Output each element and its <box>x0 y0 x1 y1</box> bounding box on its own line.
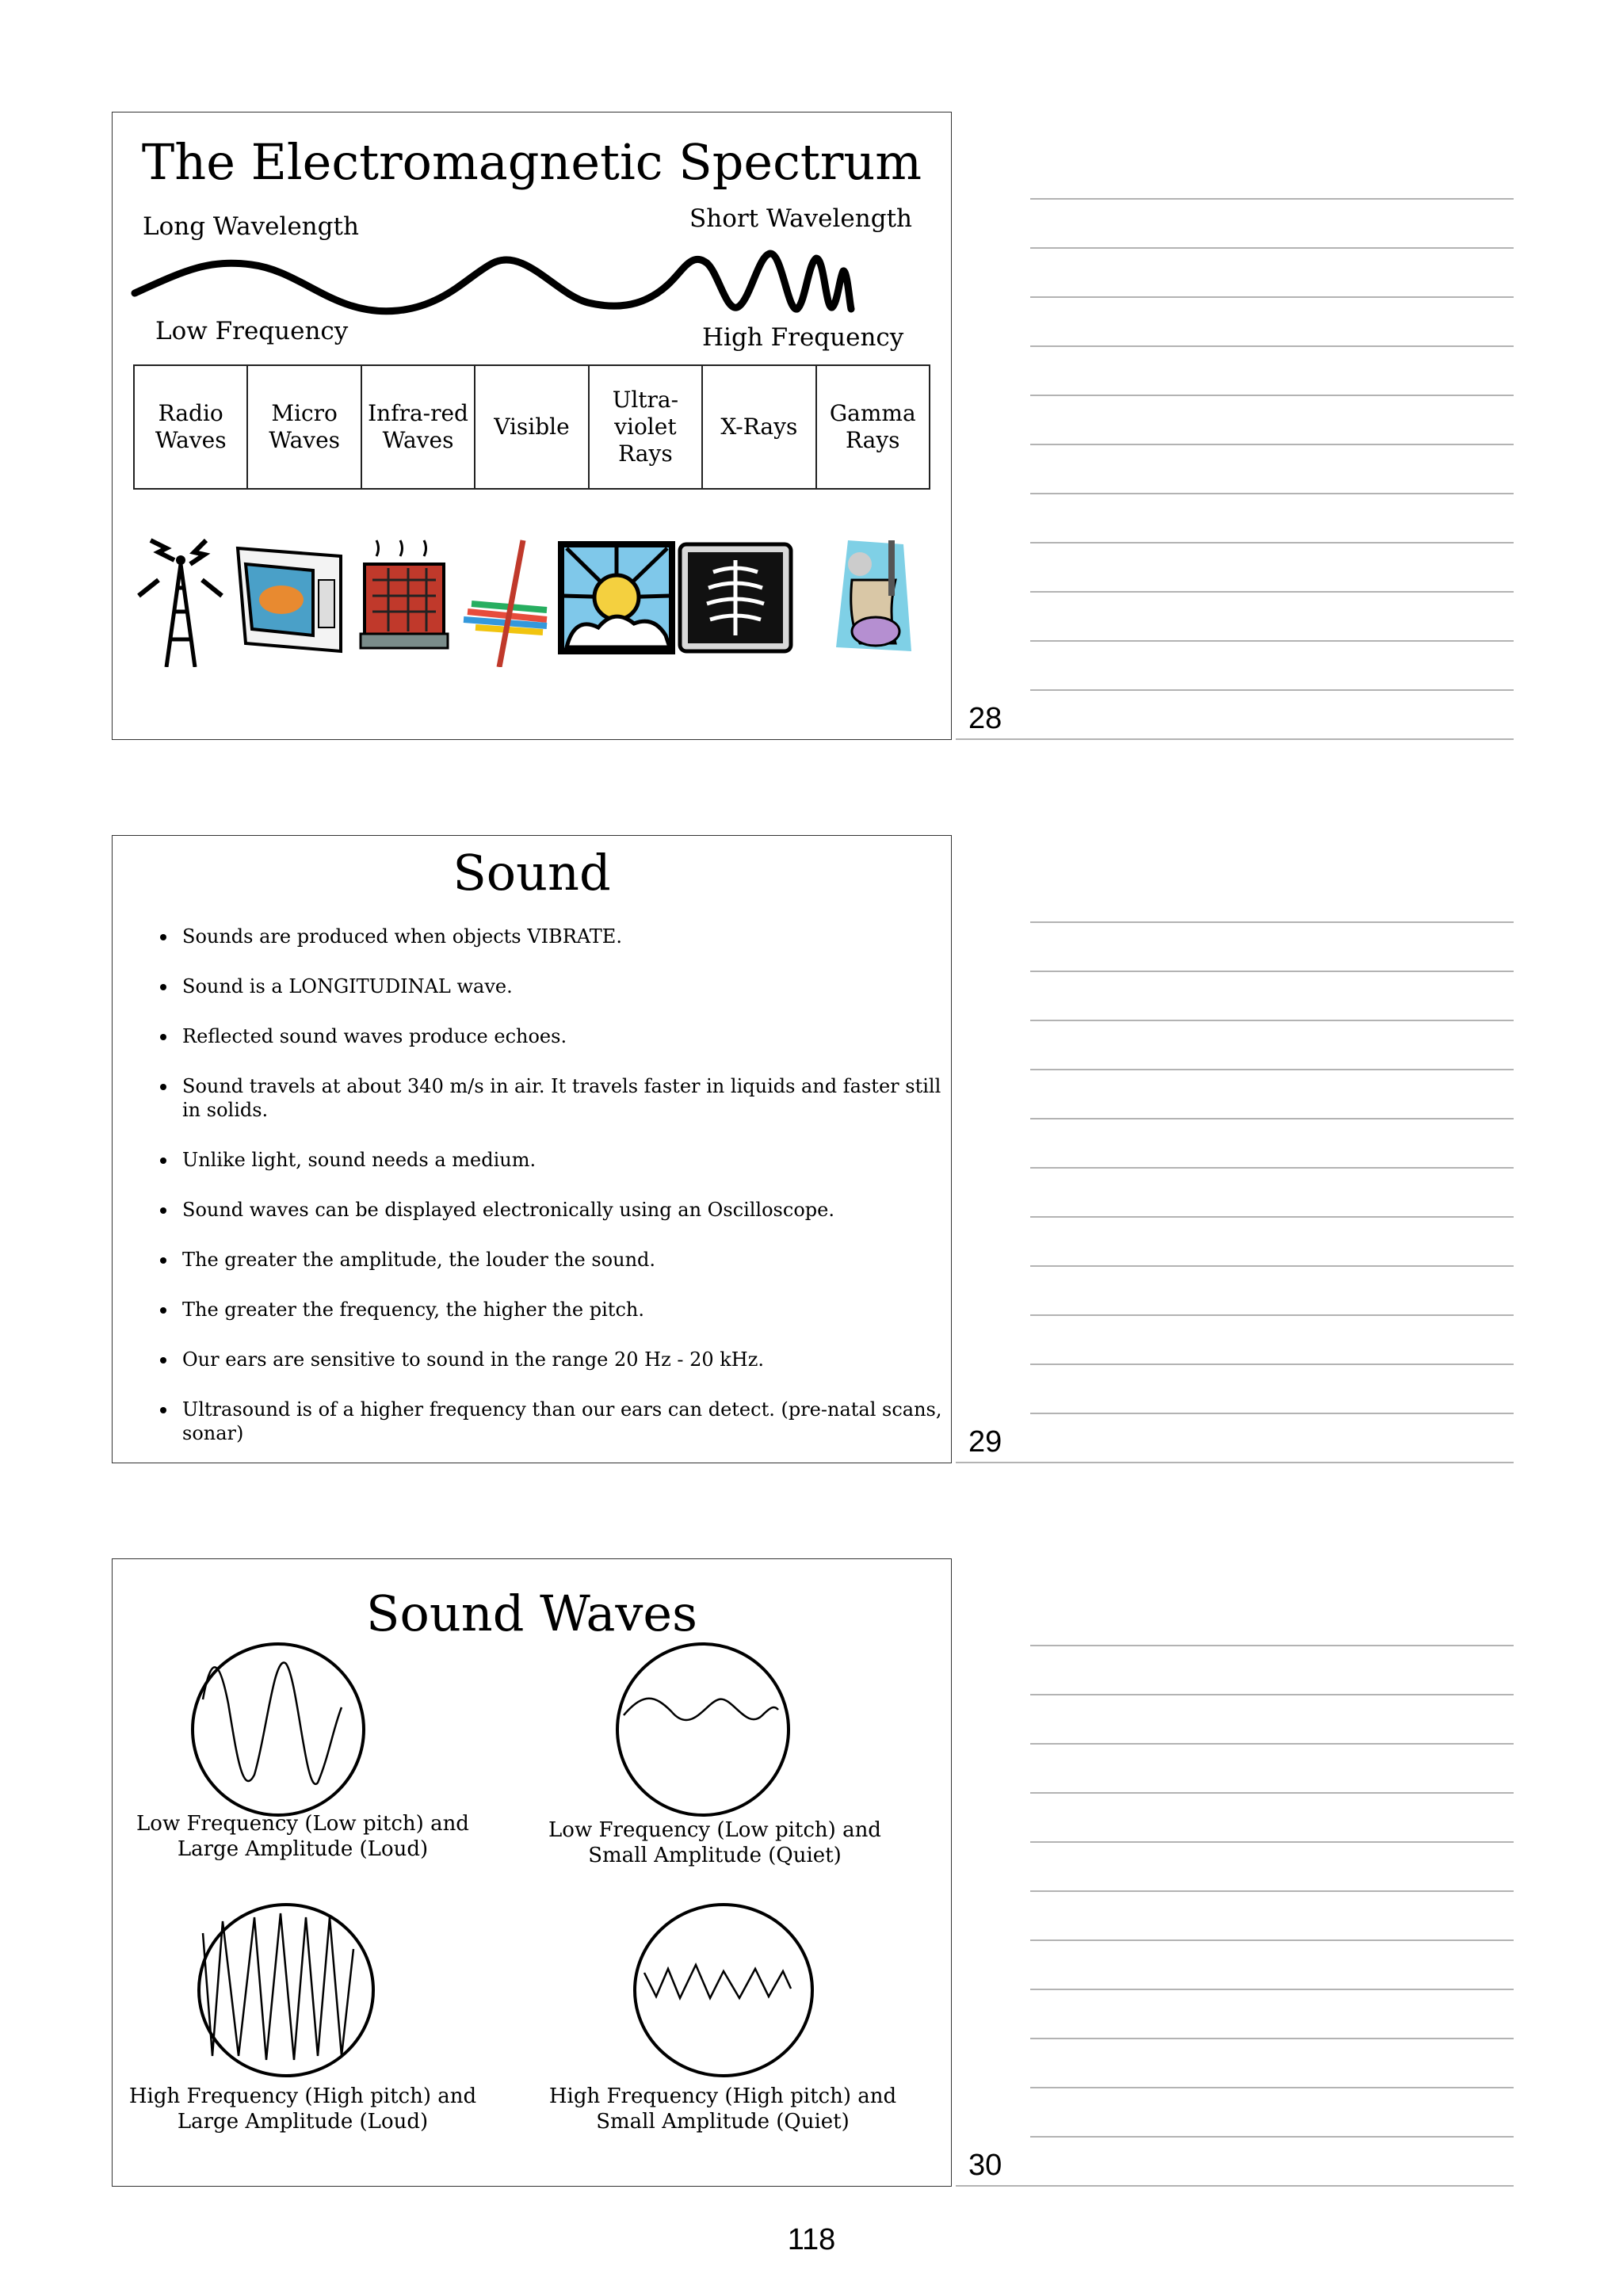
slide-title: Sound Waves <box>366 1585 697 1642</box>
high-frequency-label: High Frequency <box>702 323 904 352</box>
notes-baseline <box>956 1462 1514 1463</box>
sun-icon <box>561 544 672 651</box>
band-xrays: X-Rays <box>703 366 816 488</box>
band-visible: Visible <box>475 366 589 488</box>
band-radio: Radio Waves <box>135 366 248 488</box>
spectrum-icons <box>135 532 927 667</box>
slide-30 <box>112 1558 952 2187</box>
slide-number: 28 <box>968 702 1002 735</box>
bullet-item: Unlike light, sound needs a medium. <box>160 1148 952 1172</box>
pencils-icon <box>464 540 547 667</box>
band-micro: Micro Waves <box>248 366 361 488</box>
band-infrared: Infra-red Waves <box>362 366 475 488</box>
low-frequency-label: Low Frequency <box>155 317 349 345</box>
bullet-item: Sound waves can be displayed electronically using an Oscilloscope. <box>160 1198 952 1222</box>
bullet-item: The greater the amplitude, the louder the sound. <box>160 1248 952 1272</box>
slide-29 <box>112 835 952 1463</box>
oscilloscope-low-small-icon <box>612 1640 794 1819</box>
microwave-oven-icon <box>238 548 341 651</box>
oscilloscope-low-large-icon <box>187 1640 369 1819</box>
page-number: 118 <box>787 2223 836 2256</box>
xray-icon <box>680 544 791 651</box>
bullet-item: Reflected sound waves produce echoes. <box>160 1024 952 1048</box>
oscilloscope-high-large-icon <box>195 1901 377 2079</box>
short-wavelength-label: Short Wavelength <box>689 204 912 233</box>
notes-baseline <box>956 738 1514 740</box>
bullet-item: Ultrasound is of a higher frequency than our ears can detect. (pre-natal scans, sonar) <box>160 1398 952 1445</box>
bullet-item: Sound is a LONGITUDINAL wave. <box>160 974 952 998</box>
slide-title: The Electromagnetic Spectrum <box>141 133 922 191</box>
bullet-item: Sounds are produced when objects VIBRATE. <box>160 925 952 948</box>
caption-high-small: High Frequency (High pitch) and Small Amplitude (Quiet) <box>548 2084 897 2134</box>
radio-tower-icon <box>139 540 222 667</box>
slide-number: 29 <box>968 1425 1002 1459</box>
bullet-list <box>160 925 952 1463</box>
band-ultraviolet: Ultra- violet Rays <box>590 366 703 488</box>
caption-low-small: Low Frequency (Low pitch) and Small Amplitude (Quiet) <box>548 1818 881 1867</box>
bullet-item: The greater the frequency, the higher the pitch. <box>160 1298 952 1322</box>
caption-high-large: High Frequency (High pitch) and Large Amplitude (Loud) <box>128 2084 477 2134</box>
notes-baseline <box>956 2185 1514 2187</box>
bullet-item: Our ears are sensitive to sound in the range 20 Hz - 20 kHz. <box>160 1348 952 1371</box>
heater-icon <box>361 540 448 648</box>
slide-28 <box>112 112 952 740</box>
oscilloscope-high-small-icon <box>632 1901 815 2079</box>
long-wavelength-label: Long Wavelength <box>143 212 359 241</box>
slide-title: Sound <box>453 844 611 902</box>
bullet-item: Sound travels at about 340 m/s in air. It travels faster in liquids and faster still in solids. <box>160 1074 952 1122</box>
caption-low-large: Low Frequency (Low pitch) and Large Amplitude (Loud) <box>136 1812 469 1861</box>
reactor-icon <box>836 540 911 651</box>
band-gamma: Gamma Rays <box>829 400 916 453</box>
slide-number: 30 <box>968 2149 1002 2182</box>
spectrum-table <box>133 364 930 490</box>
